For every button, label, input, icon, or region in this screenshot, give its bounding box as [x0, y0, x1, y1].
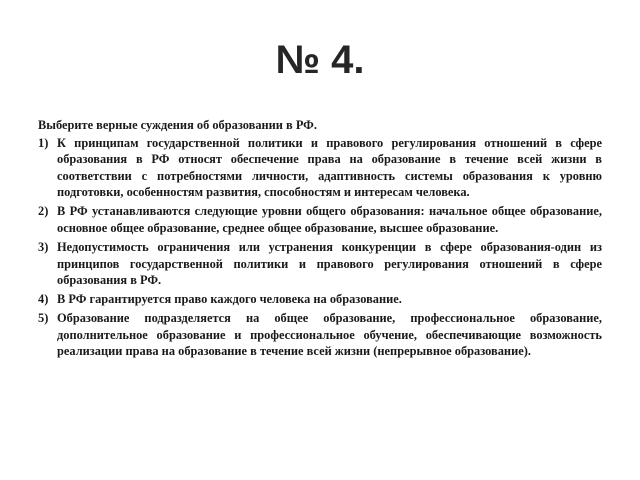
question-text: Выберите верные суждения об образовании в РФ. — [38, 118, 317, 132]
answer-option-5 — [38, 310, 602, 360]
option-text: В РФ устанавливаются следующие уровни общего образования: начальное общее образование, основное общее образование, среднее общее образование, высшее образование. — [57, 204, 602, 235]
option-text: К принципам государственной политики и правового регулирования отношений в сфере образования в РФ относят обеспечение права на образование в течение всей жизни в соответствии с потребностями личности, адаптивность системы образования к уровню подготовки, особенностям развития, способностям и интересам человека. — [57, 135, 602, 200]
option-number: 3) — [38, 239, 49, 254]
option-number: 4) — [38, 292, 49, 307]
question-block — [38, 117, 602, 362]
answer-option-4 — [38, 291, 602, 308]
option-number: 1) — [38, 135, 49, 150]
answer-option-2 — [38, 203, 602, 236]
answer-option-3 — [38, 239, 602, 289]
slide-title: № 4. — [275, 38, 365, 82]
option-number: 5) — [38, 311, 49, 326]
answer-option-1 — [38, 135, 602, 201]
option-number: 2) — [38, 204, 49, 219]
option-text: Образование подразделяется на общее образование, профессиональное образование, дополнительное образование и профессиональное обучение, обеспечивающие возможность реализации права на образование в течение всей жизни (непрерывное образование). — [57, 311, 602, 359]
answer-options-list — [38, 135, 602, 360]
option-text: Недопустимость ограничения или устранения конкуренции в сфере образования-один из принципов государственной политики и правового регулирования отношений в сфере образования в РФ. — [57, 239, 602, 288]
option-text: В РФ гарантируется право каждого человека на образование. — [57, 292, 402, 307]
